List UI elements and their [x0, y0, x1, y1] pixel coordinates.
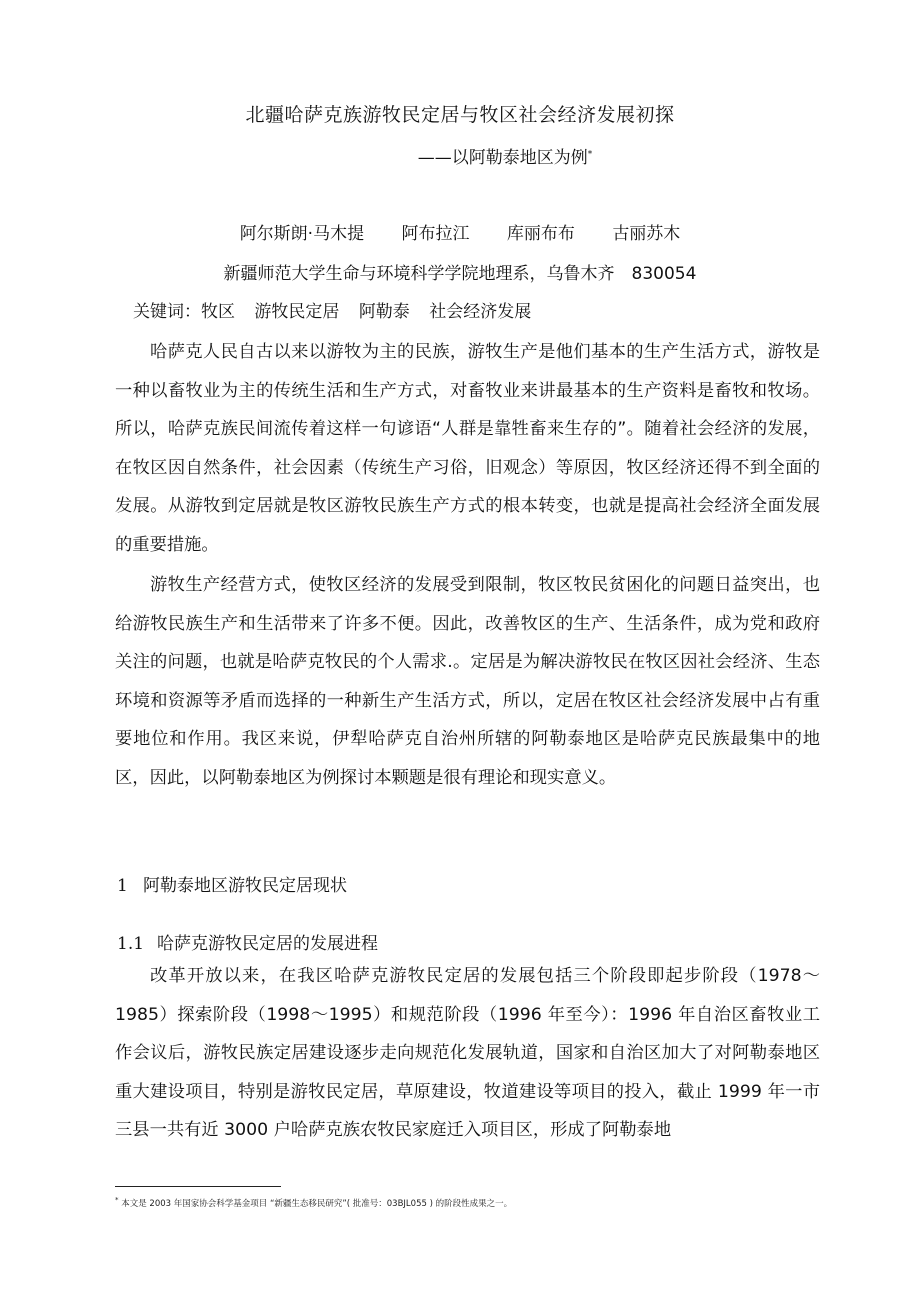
- keyword: 牧区: [201, 302, 235, 322]
- footnote: [115, 1196, 512, 1209]
- body-paragraph: 改革开放以来，在我区哈萨克游牧民定居的发展包括三个阶段即起步阶段（1978～1985）探索阶段（1998～1995）和规范阶段（1996 年至今）：1996 年自治区畜牧业工作会议后，游牧民族定居建设逐步走向规范化发展轨道，国家和自治区加大了对阿勒泰地区重大建设项目，特别是游牧民定居，草原建设，牧道建设等项目的投入，截止 1999 年一市三县一共有近 3000 户哈萨克族农牧民家庭迁入项目区，形成了阿勒泰地: [115, 966, 820, 1140]
- author-name: 阿布拉江: [401, 224, 470, 244]
- footnote-text: 本文是 2003 年国家协会科学基金项目 “新疆生态移民研究”( 批准号：03BJL055 ) 的阶段性成果之一。: [121, 1198, 513, 1209]
- keyword: 阿勒泰: [358, 302, 410, 322]
- keyword: 社会经济发展: [429, 302, 532, 322]
- subtitle-footnote-mark: *: [587, 149, 593, 160]
- section-number: 1.1: [117, 934, 145, 954]
- body-paragraph: 哈萨克人民自古以来以游牧为主的民族，游牧生产是他们基本的生产生活方式，游牧是一种以畜牧业为主的传统生活和生产方式，对畜牧业来讲最基本的生产资料是畜牧和牧场。所以，哈萨克族民间流传着这样一句谚语“人群是靠牲畜来生存的”。随着社会经济的发展，在牧区因自然条件，社会因素（传统生产习俗，旧观念）等原因，牧区经济还得不到全面的发展。从游牧到定居就是牧区游牧民族生产方式的根本转变，也就是提高社会经济全面发展的重要措施。: [115, 342, 820, 555]
- subsection-heading: [117, 929, 378, 954]
- keywords-line: [133, 297, 531, 322]
- author-list: [0, 219, 920, 244]
- section-title: 哈萨克游牧民定居的发展进程: [157, 934, 378, 954]
- keyword: 游牧民定居: [254, 302, 340, 322]
- footnote-divider: [115, 1186, 281, 1187]
- footnote-mark: *: [115, 1196, 119, 1204]
- keywords-label: 关键词：: [133, 302, 201, 322]
- section-title: 阿勒泰地区游牧民定居现状: [143, 876, 347, 896]
- affiliation: 新疆师范大学生命与环境科学学院地理系，乌鲁木齐 830054: [223, 264, 697, 284]
- subtitle-text: ——以阿勒泰地区为例: [417, 148, 588, 168]
- paper-subtitle: [0, 143, 920, 168]
- paper-title: 北疆哈萨克族游牧民定居与牧区社会经济发展初探: [245, 104, 675, 126]
- author-name: 阿尔斯朗·马木提: [239, 224, 365, 244]
- section-number: 1: [117, 876, 128, 896]
- body-paragraph: 游牧生产经营方式，使牧区经济的发展受到限制，牧区牧民贫困化的问题日益突出，也给游牧民族生产和生活带来了许多不便。因此，改善牧区的生产、生活条件，成为党和政府关注的问题，也就是哈萨克牧民的个人需求.。定居是为解决游牧民在牧区因社会经济、生态环境和资源等矛盾而选择的一种新生产生活方式，所以，定居在牧区社会经济发展中占有重要地位和作用。我区来说，伊犁哈萨克自治州所辖的阿勒泰地区是哈萨克民族最集中的地区，因此，以阿勒泰地区为例探讨本颗题是很有理论和现实意义。: [115, 575, 820, 788]
- author-name: 古丽苏木: [612, 224, 681, 244]
- section-heading: [117, 871, 347, 896]
- author-name: 库丽布布: [506, 224, 575, 244]
